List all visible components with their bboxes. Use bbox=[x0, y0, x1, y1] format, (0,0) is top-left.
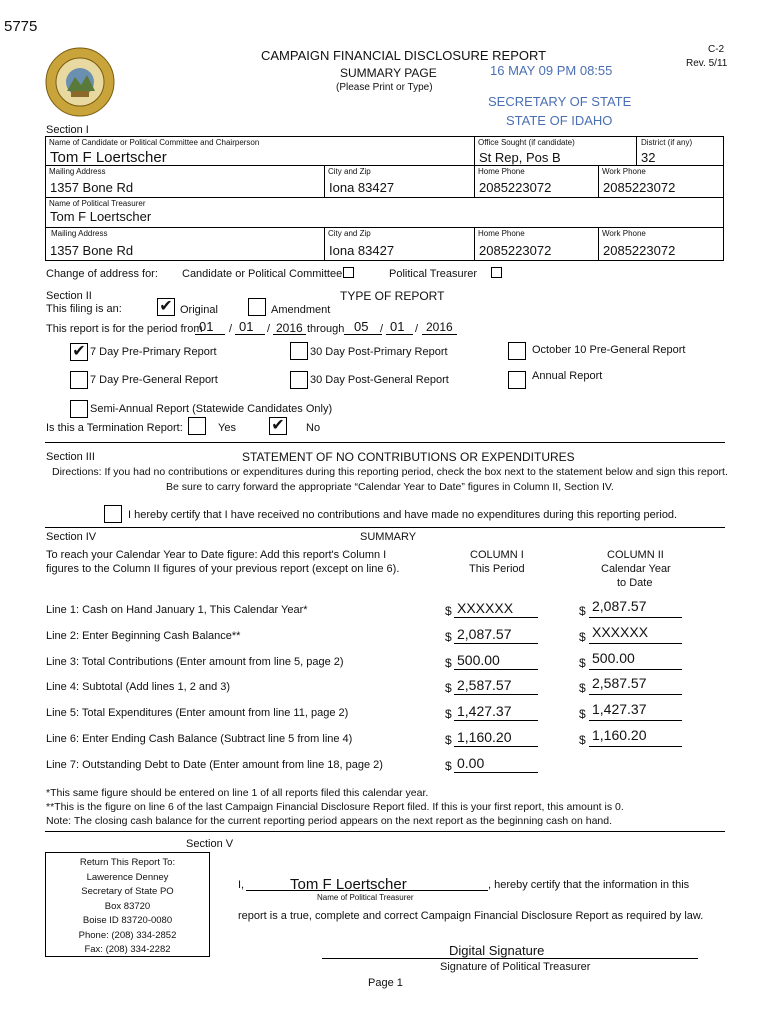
column-1-amount[interactable]: 500.00 bbox=[457, 652, 500, 668]
section-3-directions: Directions: If you had no contributions or expenditures during this reporting period, check the box next to the statement below and sign this report. bbox=[52, 466, 728, 478]
termination-yes-label: Yes bbox=[218, 422, 236, 434]
original-checkbox[interactable]: ✔ bbox=[157, 298, 175, 316]
divider bbox=[45, 831, 725, 832]
summary-instruction-2: figures to the Column II figures of your previous report (except on line 6). bbox=[46, 563, 400, 575]
section-3-title: STATEMENT OF NO CONTRIBUTIONS OR EXPENDITURES bbox=[242, 450, 575, 464]
summary-line-label: Line 7: Outstanding Debt to Date (Enter amount from line 18, page 2) bbox=[46, 759, 383, 771]
change-candidate-checkbox[interactable] bbox=[343, 267, 354, 278]
report-subtitle: SUMMARY PAGE bbox=[340, 66, 437, 80]
column-1-amount[interactable]: 2,587.57 bbox=[457, 677, 512, 693]
dollar-sign: $ bbox=[579, 656, 586, 670]
certify-treasurer-name[interactable]: Tom F Loertscher bbox=[290, 876, 407, 893]
column-2-amount[interactable]: 500.00 bbox=[592, 650, 635, 666]
summary-line-label: Line 5: Total Expenditures (Enter amount from line 11, page 2) bbox=[46, 707, 349, 719]
return-address-line: Boise ID 83720-0080 bbox=[82, 915, 173, 926]
return-address-line: Secretary of State PO bbox=[81, 886, 174, 897]
treasurer-home-phone-field[interactable]: Home Phone 2085223072 bbox=[474, 227, 599, 261]
office-sought-field[interactable]: Office Sought (if candidate) St Rep, Pos B bbox=[474, 136, 637, 166]
change-candidate-label: Candidate or Political Committee bbox=[182, 268, 343, 280]
section-1-label: Section I bbox=[46, 124, 89, 136]
dollar-sign: $ bbox=[445, 630, 452, 644]
7-day-pre-primary-label: 7 Day Pre-Primary Report bbox=[90, 346, 217, 358]
dollar-sign: $ bbox=[445, 707, 452, 721]
7-day-pre-general-checkbox[interactable] bbox=[70, 371, 88, 389]
summary-line-label: Line 1: Cash on Hand January 1, This Calendar Year* bbox=[46, 604, 308, 616]
dollar-sign: $ bbox=[445, 656, 452, 670]
termination-label: Is this a Termination Report: bbox=[46, 422, 183, 434]
amendment-checkbox[interactable] bbox=[248, 298, 266, 316]
work-phone-field[interactable]: Work Phone 2085223072 bbox=[598, 165, 724, 198]
through-label: through bbox=[307, 323, 345, 335]
column-1-amount[interactable]: 1,160.20 bbox=[457, 729, 512, 745]
state-seal-icon bbox=[45, 47, 115, 117]
treasurer-work-phone-field[interactable]: Work Phone 2085223072 bbox=[598, 227, 724, 261]
30-day-post-general-label: 30 Day Post-General Report bbox=[310, 374, 449, 386]
termination-no-checkbox[interactable]: ✔ bbox=[269, 417, 287, 435]
summary-line-label: Line 3: Total Contributions (Enter amount from line 5, page 2) bbox=[46, 656, 344, 668]
form-number: 5775 bbox=[4, 18, 38, 35]
termination-no-label: No bbox=[306, 422, 321, 434]
period-label: This report is for the period from bbox=[46, 323, 203, 335]
certify-statement-2: report is a true, complete and correct Campaign Financial Disclosure Report as required by law. bbox=[238, 910, 704, 922]
no-contributions-statement: I hereby certify that I have received no contributions and have made no expenditures during this reporting period. bbox=[128, 509, 678, 521]
certify-i-label: I, bbox=[238, 879, 245, 891]
summary-instruction: To reach your Calendar Year to Date figure: Add this report's Column I bbox=[46, 549, 387, 561]
summary-line-label: Line 4: Subtotal (Add lines 1, 2 and 3) bbox=[46, 681, 231, 693]
30-day-post-primary-label: 30 Day Post-Primary Report bbox=[310, 346, 448, 358]
7-day-pre-general-label: 7 Day Pre-General Report bbox=[90, 374, 218, 386]
7-day-pre-primary-checkbox[interactable]: ✔ bbox=[70, 343, 88, 361]
october-10-pre-general-checkbox[interactable] bbox=[508, 342, 526, 360]
treasurer-name-caption: Name of Political Treasurer bbox=[317, 893, 414, 902]
period-from-year[interactable]: 2016 bbox=[276, 321, 303, 335]
treasurer-city-field[interactable]: City and Zip Iona 83427 bbox=[324, 227, 475, 261]
dollar-sign: $ bbox=[579, 681, 586, 695]
candidate-name-value: Tom F Loertscher bbox=[50, 149, 167, 166]
digital-signature[interactable]: Digital Signature bbox=[449, 943, 545, 958]
stamp-office: SECRETARY OF STATE bbox=[488, 94, 632, 109]
print-instruction: (Please Print or Type) bbox=[336, 82, 433, 93]
annual-report-label: Annual Report bbox=[532, 370, 603, 382]
column-2-amount[interactable]: 2,587.57 bbox=[592, 675, 647, 691]
column-1-amount[interactable]: 1,427.37 bbox=[457, 703, 512, 719]
original-label: Original bbox=[180, 304, 218, 316]
candidate-name-field[interactable]: Name of Candidate or Political Committee and Chairperson Tom F Loertscher bbox=[45, 136, 475, 166]
change-treasurer-checkbox[interactable] bbox=[491, 267, 502, 278]
home-phone-field[interactable]: Home Phone 2085223072 bbox=[474, 165, 599, 198]
column-2-subheader: Calendar Year bbox=[601, 563, 671, 575]
stamp-state: STATE OF IDAHO bbox=[506, 113, 613, 128]
section-4-title: SUMMARY bbox=[360, 531, 417, 543]
section-3-carry-forward: Be sure to carry forward the appropriate “Calendar Year to Date” figures in Column II, Section IV. bbox=[166, 481, 614, 493]
report-title: CAMPAIGN FINANCIAL DISCLOSURE REPORT bbox=[261, 48, 547, 63]
dollar-sign: $ bbox=[445, 604, 452, 618]
mailing-address-field[interactable]: Mailing Address 1357 Bone Rd bbox=[45, 165, 325, 198]
period-from-day[interactable]: 01 bbox=[239, 319, 254, 334]
column-2-amount[interactable]: 2,087.57 bbox=[592, 598, 647, 614]
return-address-line: Phone: (208) 334-2852 bbox=[78, 929, 177, 941]
return-address-line: Fax: (208) 334-2282 bbox=[84, 944, 171, 955]
section-3-label: Section III bbox=[46, 451, 95, 463]
period-to-year[interactable]: 2016 bbox=[426, 320, 453, 334]
amendment-label: Amendment bbox=[271, 304, 331, 316]
signature-caption: Signature of Political Treasurer bbox=[440, 961, 591, 973]
dollar-sign: $ bbox=[579, 604, 586, 618]
dollar-sign: $ bbox=[445, 681, 452, 695]
column-1-amount[interactable]: XXXXXX bbox=[457, 600, 514, 616]
certify-statement: , hereby certify that the information in this bbox=[488, 879, 690, 891]
october-10-pre-general-label: October 10 Pre-General Report bbox=[532, 344, 686, 356]
return-address-line: Lawerence Denney bbox=[86, 871, 169, 883]
dollar-sign: $ bbox=[579, 733, 586, 747]
column-2-subheader-2: to Date bbox=[617, 577, 653, 589]
semi-annual-label: Semi-Annual Report (Statewide Candidates Only) bbox=[90, 403, 333, 415]
treasurer-name-field[interactable]: Name of Political Treasurer Tom F Loertscher bbox=[45, 197, 724, 228]
city-zip-field[interactable]: City and Zip Iona 83427 bbox=[324, 165, 475, 198]
period-to-day[interactable]: 01 bbox=[390, 319, 405, 334]
column-2-amount[interactable]: XXXXXX bbox=[592, 624, 649, 640]
return-address-line: Return This Report To: bbox=[79, 857, 176, 868]
divider bbox=[45, 527, 725, 528]
form-code: C-2 bbox=[708, 44, 725, 55]
no-contributions-checkbox[interactable] bbox=[104, 505, 122, 523]
column-2-amount[interactable]: 1,160.20 bbox=[592, 727, 647, 743]
divider bbox=[45, 442, 725, 443]
summary-line-label: Line 2: Enter Beginning Cash Balance** bbox=[46, 630, 241, 642]
period-from-month[interactable]: 01 bbox=[199, 319, 214, 334]
received-timestamp: 16 MAY 09 PM 08:55 bbox=[490, 63, 613, 78]
footnote-3: Note: The closing cash balance for the current reporting period appears on the next report as the beginning cash on hand. bbox=[46, 815, 613, 827]
page-number: Page 1 bbox=[368, 977, 403, 989]
filing-type-label: This filing is an: bbox=[46, 303, 122, 315]
return-address-line: Box 83720 bbox=[104, 900, 151, 912]
annual-report-checkbox[interactable] bbox=[508, 371, 526, 389]
30-day-post-primary-checkbox[interactable] bbox=[290, 342, 308, 360]
district-field[interactable]: District (if any) 32 bbox=[636, 136, 724, 166]
section-4-label: Section IV bbox=[46, 531, 97, 543]
change-treasurer-label: Political Treasurer bbox=[389, 268, 478, 280]
column-1-amount[interactable]: 0.00 bbox=[457, 755, 485, 771]
return-address-box bbox=[45, 852, 210, 957]
column-1-header: COLUMN I bbox=[470, 549, 524, 561]
dollar-sign: $ bbox=[445, 733, 452, 747]
column-1-amount[interactable]: 2,087.57 bbox=[457, 626, 512, 642]
termination-yes-checkbox[interactable] bbox=[188, 417, 206, 435]
dollar-sign: $ bbox=[579, 707, 586, 721]
form-revision: Rev. 5/11 bbox=[686, 58, 728, 69]
dollar-sign: $ bbox=[445, 759, 452, 773]
summary-line-label: Line 6: Enter Ending Cash Balance (Subtract line 5 from line 4) bbox=[46, 733, 353, 745]
treasurer-mailing-field[interactable]: Mailing Address 1357 Bone Rd bbox=[45, 227, 325, 261]
period-to-month[interactable]: 05 bbox=[354, 319, 369, 334]
column-2-header: COLUMN II bbox=[607, 549, 664, 561]
section-5-label: Section V bbox=[186, 838, 234, 850]
footnote-2: **This is the figure on line 6 of the last Campaign Financial Disclosure Report filed. If this is your first report, this amount is 0. bbox=[46, 801, 624, 813]
change-address-label: Change of address for: bbox=[46, 268, 158, 280]
section-2-label: Section II bbox=[46, 290, 92, 302]
footnote-1: *This same figure should be entered on line 1 of all reports filed this calendar year. bbox=[46, 787, 429, 799]
column-2-amount[interactable]: 1,427.37 bbox=[592, 701, 647, 717]
column-1-subheader: This Period bbox=[469, 563, 525, 575]
dollar-sign: $ bbox=[579, 630, 586, 644]
30-day-post-general-checkbox[interactable] bbox=[290, 371, 308, 389]
type-of-report-title: TYPE OF REPORT bbox=[340, 289, 445, 303]
semi-annual-checkbox[interactable] bbox=[70, 400, 88, 418]
